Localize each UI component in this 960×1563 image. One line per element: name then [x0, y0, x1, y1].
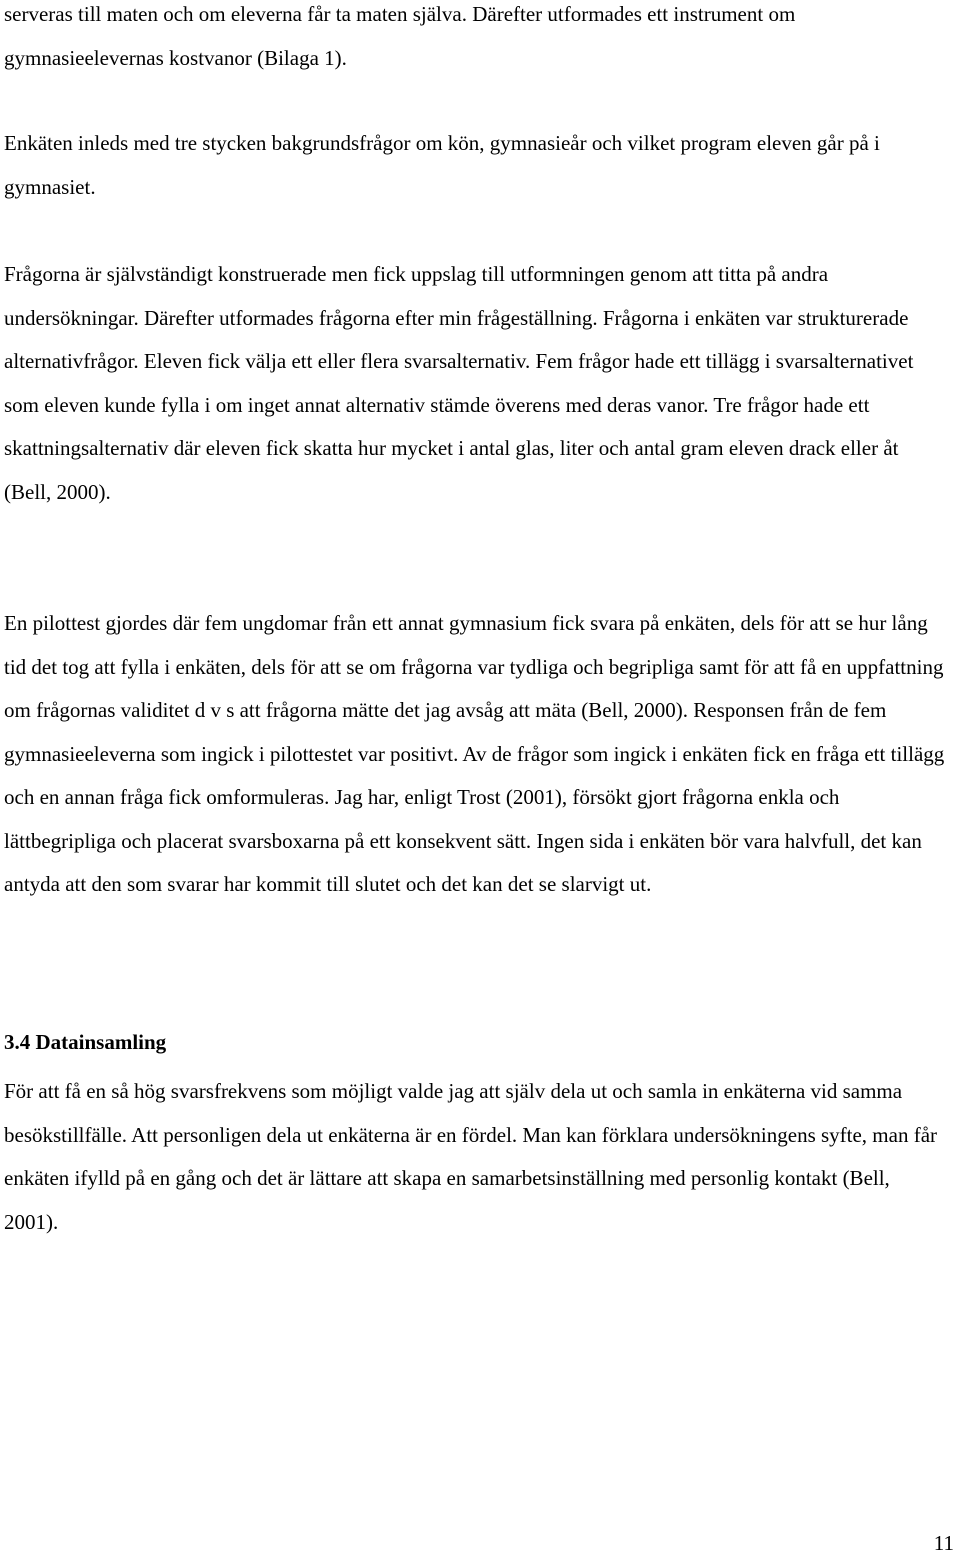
paragraph-question-construction: Frågorna är självständigt konstruerade men fick uppslag till utformningen genom att titta på andra undersökningar. Därefter utformades frågorna efter min frågeställning. Frågorna i enkäten var strukturerade alternativfrågor. Eleven fick välja ett eller flera svarsalternativ. Fem frågor hade ett tillägg i svarsalternativet som eleven kunde fylla i om inget annat alternativ stämde överens med deras vanor. Tre frågor hade ett skattningsalternativ där eleven fick skatta hur mycket i antal glas, liter och antal gram eleven drack eller åt (Bell, 2000).	[4, 262, 914, 504]
paragraph-instrument: serveras till maten och om eleverna får ta maten själva. Därefter utformades ett instrument om gymnasieelevernas kostvanor (Bilaga 1).	[4, 2, 796, 70]
paragraph-background-questions: Enkäten inleds med tre stycken bakgrundsfrågor om kön, gymnasieår och vilket program eleven går på i gymnasiet.	[4, 131, 880, 199]
section-heading: 3.4 Datainsamling	[4, 1030, 167, 1054]
paragraph-pilot-test: En pilottest gjordes där fem ungdomar från ett annat gymnasium fick svara på enkäten, dels för att se hur lång tid det tog att fylla i enkäten, dels för att se om frågorna var tydliga och begripliga samt för att få en uppfattning om frågornas validitet d v s att frågorna mätte det jag avsåg att mäta (Bell, 2000). Responsen från de fem gymnasieeleverna som ingick i pilottestet var positivt. Av de frågor som ingick i enkäten fick en fråga ett tillägg och en annan fråga fick omformuleras. Jag har, enligt Trost (2001), försökt gjort frågorna enkla och lättbegripliga och placerat svarsboxarna på ett konsekvent sätt. Ingen sida i enkäten bör vara halvfull, det kan antyda att den som svarar har kommit till slutet och det kan det se slarvigt ut.	[4, 611, 945, 896]
page-number: 11	[933, 1531, 954, 1555]
paragraph-data-collection: För att få en så hög svarsfrekvens som möjligt valde jag att själv dela ut och samla in enkäterna vid samma besökstillfälle. Att personligen dela ut enkäterna är en fördel. Man kan förklara undersökningens syfte, man får enkäten ifylld på en gång och det är lättare att skapa en samarbetsinställning med personlig kontakt (Bell, 2001).	[4, 1079, 938, 1234]
